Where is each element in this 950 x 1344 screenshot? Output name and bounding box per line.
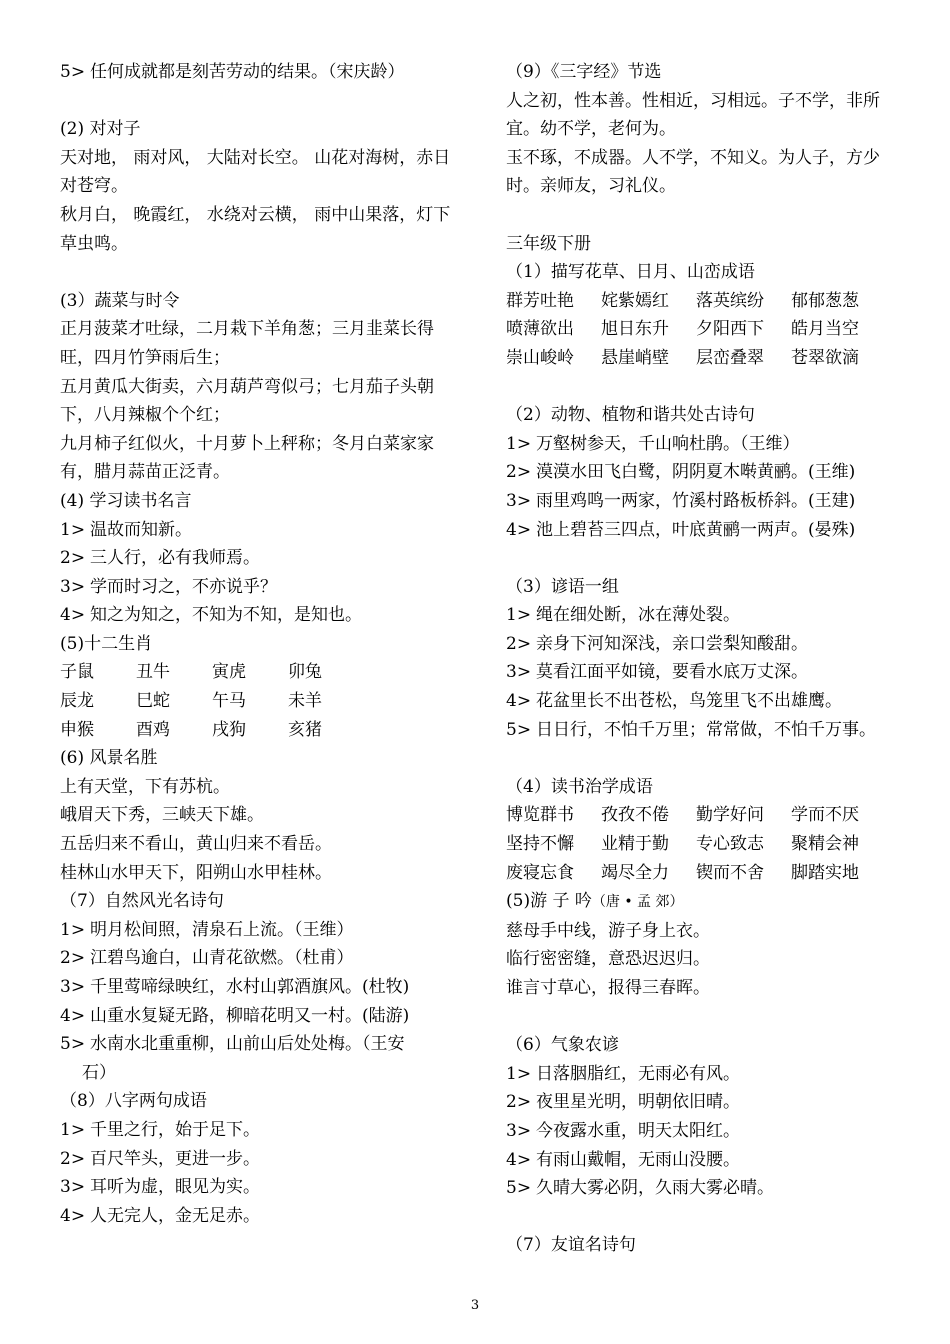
- grid-cell: 旭日东升: [601, 319, 669, 340]
- grid-cell: 卯兔: [288, 662, 322, 683]
- paragraph: 五月黄瓜大街卖，六月葫芦弯似弓；七月茄子头朝下，八月辣椒个个红；: [60, 376, 434, 426]
- item-text: 千里莺啼绿映红，水村山郭酒旗风。(杜牧): [90, 977, 410, 997]
- list-item: [506, 658, 902, 687]
- grid-cell: 亥猪: [288, 719, 322, 740]
- grid-cell: 脚踏实地: [791, 862, 859, 883]
- item-text: 人无完人，金无足赤。: [90, 1205, 260, 1226]
- left-column: [60, 58, 456, 1230]
- item-text: 明月松间照，清泉石上流。（王维）: [90, 919, 354, 940]
- paragraph: 天对地， 雨对风， 大陆对长空。 山花对海树，赤日对苍穹。: [60, 147, 451, 197]
- poem-title-text: (5)游 子 吟: [506, 891, 592, 912]
- list-item: [506, 687, 902, 716]
- section-title: (2) 对对子: [60, 119, 141, 140]
- item-number: 3>: [60, 977, 86, 997]
- item-number: 4>: [506, 691, 532, 712]
- item-text: 雨里鸡鸣一两家，竹溪村路板桥斜。(王建): [536, 490, 856, 511]
- item-number: 4>: [60, 1205, 86, 1226]
- list-item: [60, 1116, 456, 1145]
- grid-cell: 喷薄欲出: [506, 319, 574, 340]
- item-number: 1>: [506, 605, 532, 626]
- grid-cell: 郁郁葱葱: [791, 290, 859, 311]
- zodiac-grid: [60, 658, 456, 744]
- item-text: 三人行，必有我师焉。: [90, 548, 260, 569]
- item-text: 有雨山戴帽，无雨山没腰。: [536, 1149, 740, 1170]
- item-number: 1>: [506, 1063, 532, 1084]
- section-title: (3）蔬菜与时令: [60, 290, 180, 311]
- item-text: 耳听为虚，眼见为实。: [90, 1177, 260, 1198]
- list-item: [60, 1173, 456, 1202]
- grid-cell: 戌狗: [212, 719, 246, 740]
- poem-line: 慈母手中线，游子身上衣。: [506, 920, 710, 941]
- grid-cell: 午马: [212, 691, 246, 712]
- grid-cell: 酉鸡: [136, 719, 170, 740]
- item-text: 学而时习之，不亦说乎？: [90, 576, 277, 597]
- item-number: 2>: [60, 1148, 86, 1169]
- item-number: 3>: [60, 576, 86, 597]
- list-item: [506, 1088, 902, 1117]
- item-number: 1>: [60, 1119, 86, 1140]
- grade-heading: 三年级下册: [506, 233, 591, 254]
- grid-cell: 孜孜不倦: [601, 805, 669, 826]
- grid-cell: 聚精会神: [791, 834, 859, 855]
- item-number: 2>: [506, 633, 532, 654]
- grid-cell: 未羊: [288, 691, 322, 712]
- item-text: 久晴大雾必阴，久雨大雾必晴。: [536, 1178, 774, 1199]
- list-item: [506, 630, 902, 659]
- list-item: [60, 944, 456, 973]
- text-line: 桂林山水甲天下，阳朔山水甲桂林。: [60, 862, 332, 883]
- grid-cell: 层峦叠翠: [696, 347, 764, 368]
- item-text: 花盆里长不出苍松，鸟笼里飞不出雄鹰。: [536, 691, 842, 712]
- list-item: [60, 1002, 456, 1031]
- item-number: 2>: [60, 948, 86, 969]
- idiom-grid: [506, 287, 902, 373]
- poem-author: （唐 • 孟 郊）: [591, 894, 684, 911]
- list-item: [60, 1202, 456, 1231]
- list-item: [506, 1060, 902, 1089]
- item-number: 2>: [60, 548, 86, 569]
- page-number: 3: [470, 1298, 480, 1313]
- section-title: (6) 风景名胜: [60, 748, 158, 769]
- section-title: (4) 学习读书名言: [60, 490, 192, 511]
- item-text: 江碧鸟逾白，山青花欲燃。（杜甫）: [90, 948, 354, 969]
- grid-cell: 业精于勤: [601, 834, 669, 855]
- item-number: 1>: [60, 519, 86, 540]
- grid-cell: 崇山峻岭: [506, 347, 574, 368]
- list-item: [506, 1146, 902, 1175]
- list-item: [506, 1174, 902, 1203]
- section-title: （6）气象农谚: [506, 1035, 619, 1056]
- grid-cell: 勤学好问: [696, 805, 764, 826]
- list-item: [506, 516, 902, 545]
- grid-cell: 竭尽全力: [601, 862, 669, 883]
- item-number: 4>: [506, 1149, 532, 1170]
- item-number: 5>: [60, 1034, 86, 1055]
- list-item: [60, 601, 456, 630]
- grid-cell: 巳蛇: [136, 691, 170, 712]
- grid-cell: 辰龙: [60, 691, 94, 712]
- item-text: 漠漠水田飞白鹭，阴阴夏木啭黄鹂。(王维): [536, 462, 856, 483]
- item-number: 4>: [60, 1005, 86, 1026]
- grid-cell: 姹紫嫣红: [601, 290, 669, 311]
- grid-cell: 落英缤纷: [696, 290, 764, 311]
- list-item: [60, 973, 456, 1002]
- poem-line: 临行密密缝，意恐迟迟归。: [506, 949, 710, 970]
- item-text: 莫看江面平如镜，要看水底万丈深。: [536, 662, 808, 683]
- list-item: [60, 1030, 456, 1059]
- paragraph: 正月菠菜才吐绿，二月栽下羊角葱；三月韭菜长得旺，四月竹笋雨后生；: [60, 319, 434, 368]
- item-text: 日落胭脂红，无雨必有风。: [536, 1063, 740, 1084]
- section-title: （3）谚语一组: [506, 576, 619, 597]
- section-title: （4）读书治学成语: [506, 776, 653, 797]
- list-item: [60, 916, 456, 945]
- item-text: 知之为知之，不知为不知，是知也。: [90, 605, 362, 626]
- grid-cell: 苍翠欲滴: [791, 347, 859, 368]
- list-item: [60, 573, 456, 602]
- section-title: （7）自然风光名诗句: [60, 891, 224, 912]
- text-line: 上有天堂，下有苏杭。: [60, 776, 230, 797]
- item-text: 今夜露水重，明天太阳红。: [536, 1120, 740, 1141]
- grid-cell: 寅虎: [212, 662, 246, 683]
- section-title: （2）动物、植物和谐共处古诗句: [506, 405, 755, 426]
- item-text: 任何成就都是刻苦劳动的结果。（宋庆龄）: [90, 62, 405, 82]
- item-number: 4>: [60, 605, 86, 626]
- paragraph: 九月柿子红似火，十月萝卜上秤称；冬月白菜家家有，腊月蒜苗正泛青。: [60, 433, 434, 483]
- list-item: [60, 516, 456, 545]
- grid-cell: 废寝忘食: [506, 862, 574, 883]
- item-text-continuation: 石）: [82, 1062, 116, 1083]
- text-line: 峨眉天下秀，三峡天下雄。: [60, 805, 264, 826]
- item-number: 1>: [60, 919, 86, 940]
- item-number: 4>: [506, 519, 532, 540]
- item-text: 百尺竿头，更进一步。: [90, 1148, 260, 1169]
- grid-cell: 锲而不舍: [696, 862, 764, 883]
- item-number: 5>: [60, 62, 86, 82]
- grid-cell: 子鼠: [60, 662, 94, 683]
- section-title: (5)十二生肖: [60, 633, 153, 654]
- item-number: 1>: [506, 433, 532, 454]
- section-title: （9）《三字经》节选: [506, 62, 662, 82]
- item-text: 日日行，不怕千万里；常常做，不怕千万事。: [536, 719, 876, 740]
- item-text: 千里之行，始于足下。: [90, 1119, 260, 1140]
- list-item: [506, 430, 902, 459]
- paragraph: 人之初，性本善。性相近，习相远。子不学，非所宜。幼不学，老何为。: [506, 90, 880, 140]
- item-number: 2>: [506, 462, 532, 483]
- list-item: [506, 487, 902, 516]
- section-title: （8）八字两句成语: [60, 1091, 207, 1112]
- list-item: [506, 1117, 902, 1146]
- text-line: 五岳归来不看山，黄山归来不看岳。: [60, 834, 332, 855]
- list-item: [506, 458, 902, 487]
- item-number: 5>: [506, 719, 532, 740]
- idiom-grid: [506, 801, 902, 887]
- item-text: 水南水北重重柳，山前山后处处梅。（王安: [90, 1034, 405, 1055]
- section-title: （1）描写花草、日月、山峦成语: [506, 262, 755, 283]
- grid-cell: 博览群书: [506, 805, 574, 826]
- item-text: 万壑树参天，千山响杜鹃。（王维）: [536, 433, 800, 454]
- item-text: 池上碧苔三四点，叶底黄鹂一两声。(晏殊): [536, 519, 856, 540]
- grid-cell: 学而不厌: [791, 805, 859, 826]
- list-item: [60, 1145, 456, 1174]
- item-text: 温故而知新。: [90, 519, 192, 540]
- paragraph: 秋月白， 晚霞红， 水绕对云横， 雨中山果落，灯下草虫鸣。: [60, 204, 451, 254]
- grid-cell: 丑牛: [136, 662, 170, 683]
- grid-cell: 专心致志: [696, 834, 764, 855]
- section-title: （7）友谊名诗句: [506, 1235, 636, 1256]
- grid-cell: 申猴: [60, 719, 94, 740]
- grid-cell: 坚持不懈: [506, 834, 574, 855]
- list-item: [506, 716, 902, 745]
- list-item: [60, 544, 456, 573]
- item-number: 3>: [506, 490, 532, 511]
- grid-cell: 群芳吐艳: [506, 290, 574, 311]
- grid-cell: 皓月当空: [791, 319, 859, 340]
- item-number: 3>: [60, 1177, 86, 1198]
- item-text: 夜里星光明，明朝依旧晴。: [536, 1092, 740, 1113]
- list-item: [60, 58, 456, 87]
- item-number: 2>: [506, 1092, 532, 1113]
- item-text: 亲身下河知深浅，亲口尝梨知酸甜。: [536, 633, 808, 654]
- right-column: [506, 58, 902, 1260]
- list-item: [506, 601, 902, 630]
- poem-title: [506, 887, 902, 917]
- item-text: 山重水复疑无路，柳暗花明又一村。(陆游): [90, 1005, 410, 1026]
- paragraph: 玉不琢，不成器。人不学，不知义。为人子，方少时。亲师友，习礼仪。: [506, 147, 880, 197]
- grid-cell: 夕阳西下: [696, 319, 764, 340]
- item-text: 绳在细处断，冰在薄处裂。: [536, 605, 740, 626]
- grid-cell: 悬崖峭壁: [601, 347, 669, 368]
- item-number: 3>: [506, 1120, 532, 1141]
- item-number: 3>: [506, 662, 532, 683]
- poem-line: 谁言寸草心，报得三春晖。: [506, 978, 710, 998]
- item-number: 5>: [506, 1178, 532, 1199]
